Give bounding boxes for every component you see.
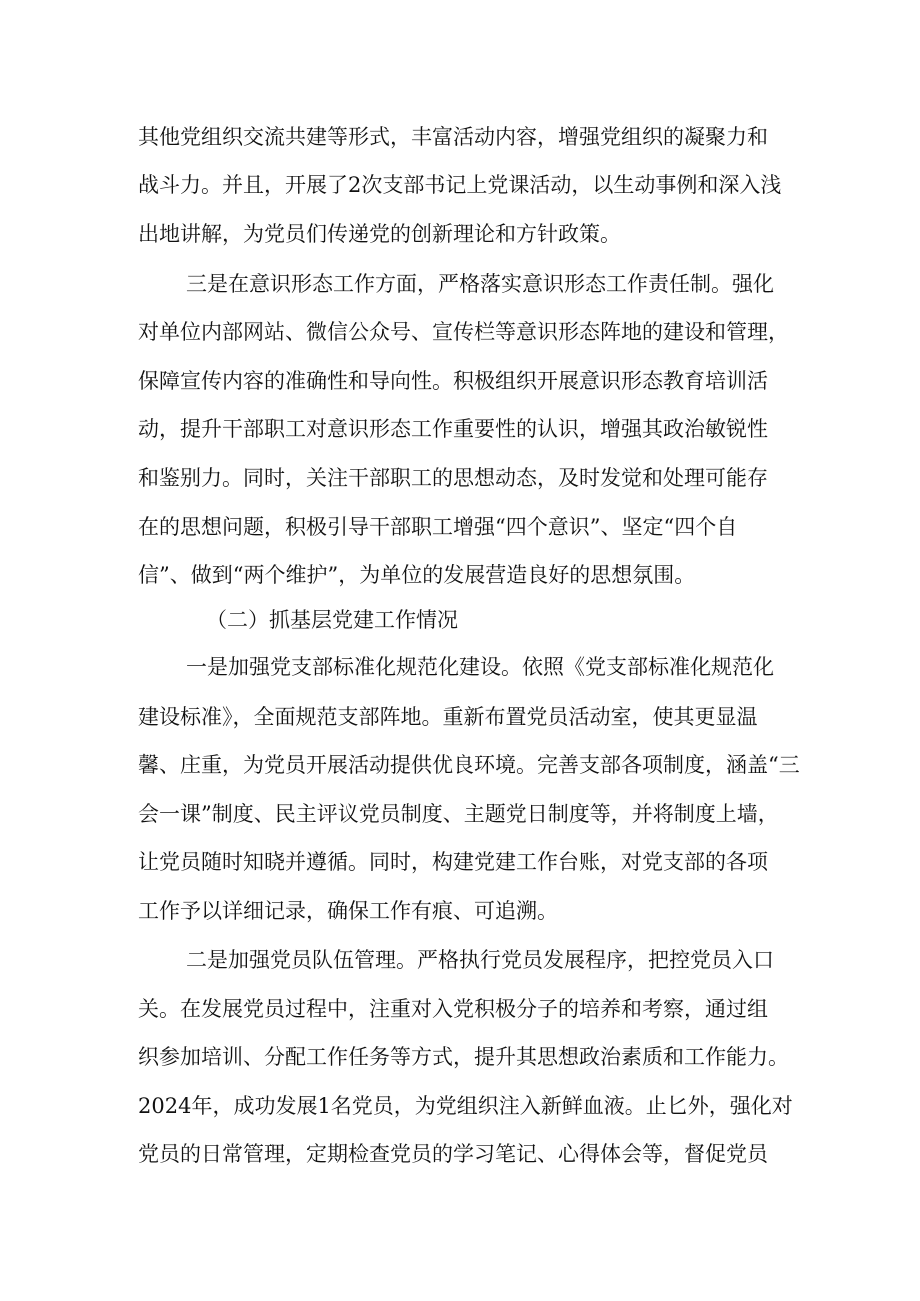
paragraph-standardization-line-2: 建设标准》，全面规范支部阵地。重新布置党员活动室，使其更显温 bbox=[138, 705, 758, 729]
paragraph-standardization-line-5: 让党员随时知晓并遵循。同时，构建党建工作台账，对党支部的各项 bbox=[138, 850, 768, 874]
paragraph-team-management-line-1: 二是加强党员队伍管理。严格执行党员发展程序，把控党员入口 bbox=[186, 948, 774, 972]
paragraph-ideology-line-2: 对单位内部网站、微信公众号、宣传栏等意识形态阵地的建设和管理， bbox=[138, 320, 789, 344]
paragraph-continuation-line-3: 出地讲解，为党员们传递党的创新理论和方针政策。 bbox=[138, 222, 621, 246]
paragraph-team-management-line-3: 织参加培训、分配工作任务等方式，提升其思想政治素质和工作能力。 bbox=[138, 1045, 789, 1069]
paragraph-standardization-line-4: 会一课”制度、民主评议党员制度、主题党日制度等，并将制度上墙， bbox=[138, 802, 779, 826]
paragraph-standardization-line-1: 一是加强党支部标准化规范化建设。依照《党支部标准化规范化 bbox=[186, 655, 774, 679]
paragraph-continuation-line-1: 其他党组织交流共建等形式，丰富活动内容，增强党组织的凝聚力和 bbox=[138, 125, 768, 149]
paragraph-ideology-line-1: 三是在意识形态工作方面，严格落实意识形态工作责任制。强化 bbox=[186, 272, 774, 296]
paragraph-team-management-line-2: 关。在发展党员过程中，注重对入党积极分子的培养和考察，通过组 bbox=[138, 997, 768, 1021]
paragraph-ideology-line-3: 保障宣传内容的准确性和导向性。积极组织开展意识形态教育培训活 bbox=[138, 369, 768, 393]
paragraph-ideology-line-4: 动，提升干部职工对意识形态工作重要性的认识，增强其政治敏锐性 bbox=[138, 417, 768, 441]
paragraph-ideology-line-6: 在的思想问题，积极引导干部职工增强“四个意识”、坚定“四个自 bbox=[138, 515, 738, 539]
paragraph-continuation-line-2: 战斗力。并且，开展了2次支部书记上党课活动，以生动事例和深入浅 bbox=[138, 173, 782, 197]
paragraph-standardization-line-3: 馨、庄重，为党员开展活动提供优良环境。完善支部各项制度，涵盖“三 bbox=[138, 753, 800, 777]
paragraph-team-management-line-4: 2024年，成功发展1名党员，为党组织注入新鲜血液。止匕外，强化对 bbox=[138, 1094, 793, 1118]
section-heading-grassroots: （二）抓基层党建工作情况 bbox=[206, 608, 458, 632]
paragraph-ideology-line-5: 和鉴别力。同时，关注干部职工的思想动态，及时发觉和处理可能存 bbox=[138, 466, 768, 490]
paragraph-standardization-line-6: 工作予以详细记录，确保工作有痕、可追溯。 bbox=[138, 899, 558, 923]
paragraph-team-management-line-5: 党员的日常管理，定期检查党员的学习笔记、心得体会等，督促党员 bbox=[138, 1142, 768, 1166]
paragraph-ideology-line-7: 信”、做到“两个维护”，为单位的发展营造良好的思想氛围。 bbox=[138, 563, 696, 587]
